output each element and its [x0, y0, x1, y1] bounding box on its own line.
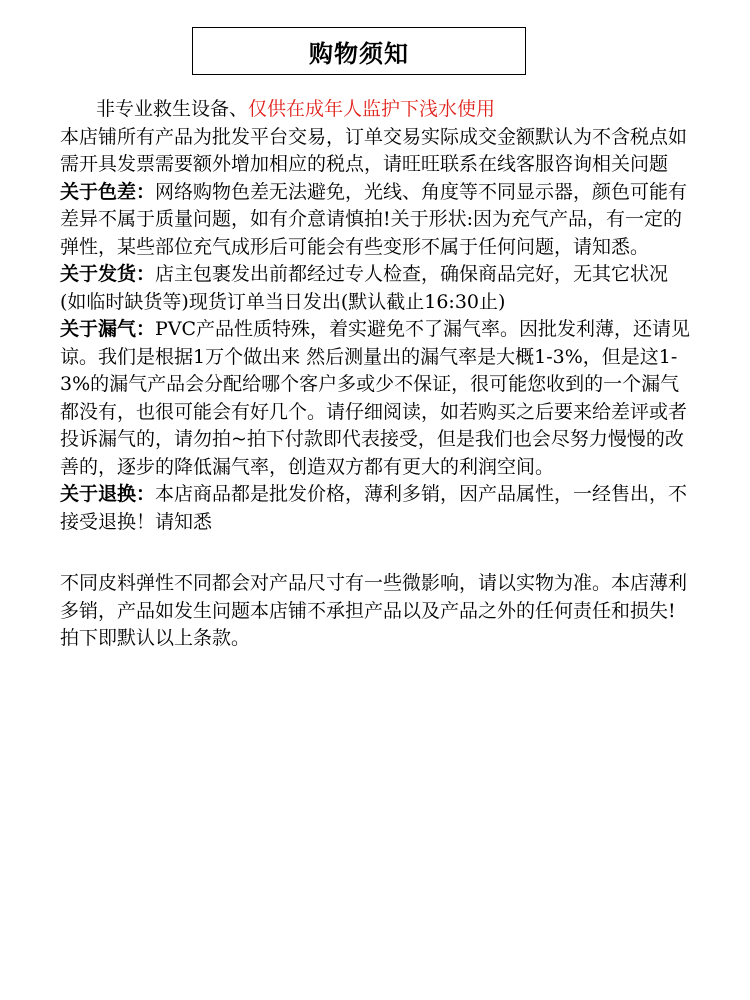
section-color-difference	[60, 179, 692, 262]
section-heading: 关于退换：	[60, 483, 156, 505]
section-heading: 关于发货：	[60, 263, 156, 285]
section-heading: 关于漏气：	[60, 318, 156, 340]
warning-black-text: 非专业救生设备、	[96, 98, 249, 120]
section-air-leak	[60, 316, 692, 481]
section-heading: 关于色差：	[60, 180, 156, 203]
page-title: 购物须知	[309, 39, 409, 68]
section-body: 店主包裹发出前都经过专人检查，确保商品完好，无其它状况(如临时缺货等)现货订单当日发出(默认截止16:30止)	[60, 263, 669, 313]
section-returns	[60, 481, 692, 536]
warning-red-text: 仅供在成年人监护下浅水使用	[248, 98, 496, 120]
section-body: PVC产品性质特殊，着实避免不了漏气率。因批发利薄，还请见谅。我们是根据1万个做出来 然后测量出的漏气率是大概1-3%，但是这1-3%的漏气产品会分配给哪个客户多或少不保证，很可能您收到的一个漏气都没有，也很可能会有好几个。请仔细阅读，如若购买之后要来给差评或者投诉漏气的，请勿拍~拍下付款即代表接受，但是我们也会尽努力慢慢的改善的，逐步的降低漏气率，创造双方都有更大的利润空间。	[60, 318, 691, 478]
spacer	[60, 536, 692, 570]
intro-paragraph: 本店铺所有产品为批发平台交易，订单交易实际成交金额默认为不含税点如需开具发票需要额外增加相应的税点，请旺旺联系在线客服咨询相关问题	[60, 125, 688, 175]
footer-paragraph: 不同皮料弹性不同都会对产品尺寸有一些微影响，请以实物为准。本店薄利多销，产品如发生问题本店铺不承担产品以及产品之外的任何责任和损失!拍下即默认以上条款。	[60, 572, 688, 649]
title-box	[192, 27, 526, 75]
section-body: 网络购物色差无法避免，光线、角度等不同显示器，颜色可能有差异不属于质量问题，如有介意请慎拍!关于形状:因为充气产品，有一定的弹性，某些部位充气成形后可能会有些变形不属于任何问题，请知悉。	[60, 180, 688, 258]
warning-line	[60, 96, 692, 124]
section-shipping	[60, 261, 692, 316]
notice-content	[60, 96, 692, 653]
section-body: 本店商品都是批发价格，薄利多销，因产品属性，一经售出，不接受退换！请知悉	[60, 483, 688, 533]
